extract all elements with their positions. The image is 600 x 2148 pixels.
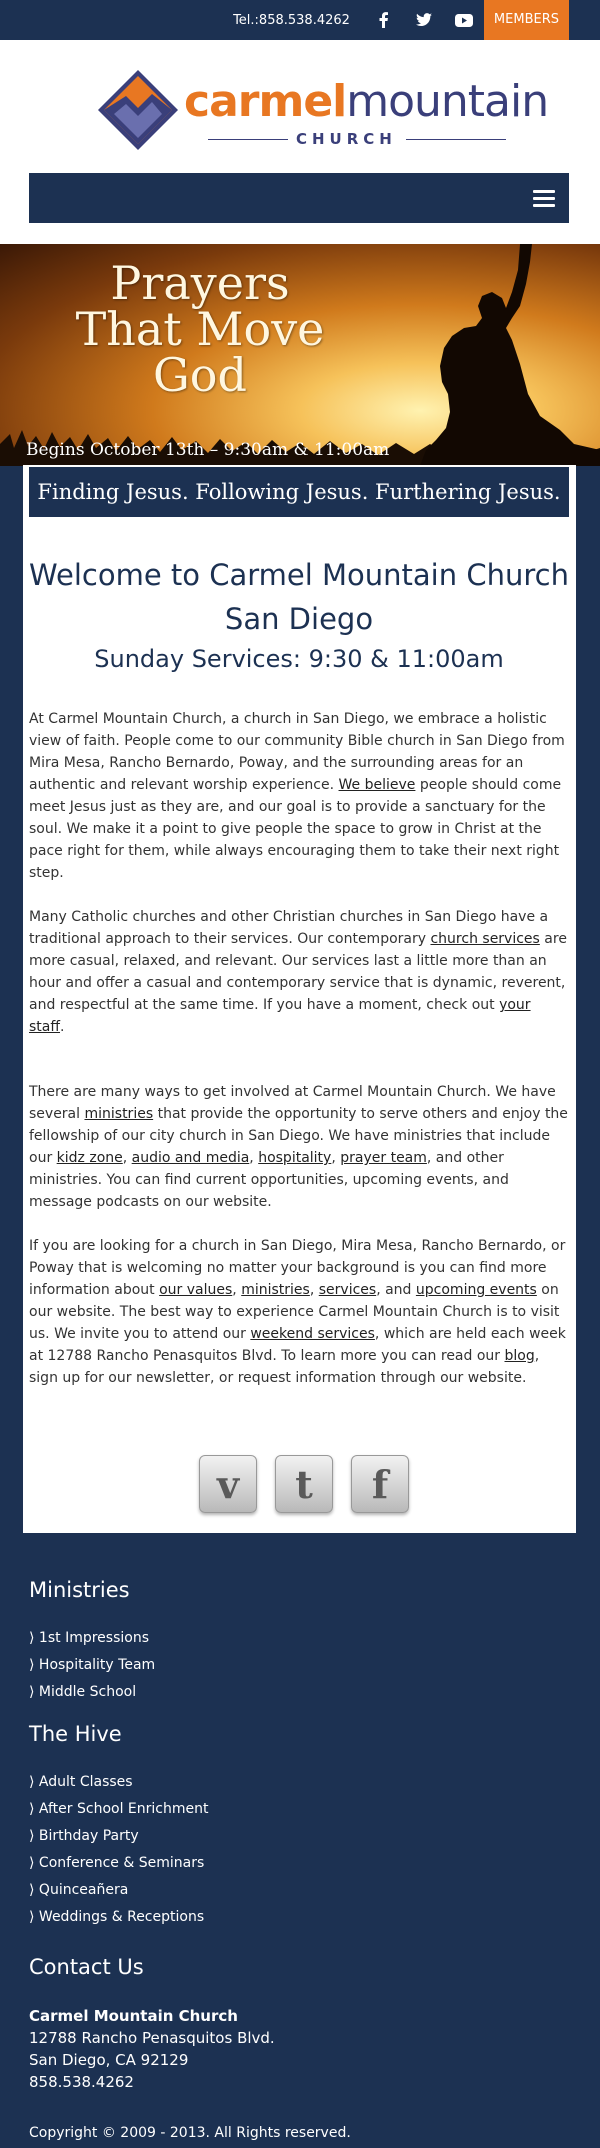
logo-rule-left (208, 139, 288, 140)
hero-title-line1: Prayers (110, 256, 290, 310)
service-times: Sunday Services: 9:30 & 11:00am (94, 645, 504, 673)
contact-name: Carmel Mountain Church (29, 2007, 238, 2025)
contact-phone[interactable]: 858.538.4262 (29, 2073, 134, 2091)
site-logo[interactable] (96, 68, 549, 152)
footer-ministries-heading: Ministries (29, 1578, 130, 1602)
weekend-services-link[interactable]: weekend services (250, 1326, 375, 1342)
hero-title-line3: God (153, 348, 247, 402)
text: After School Enrichment (38, 1801, 209, 1817)
contact-address-line2: San Diego, CA 92129 (29, 2051, 189, 2069)
text: . (60, 1019, 65, 1035)
text: Weddings & Receptions (38, 1909, 205, 1925)
footer-link-after-school[interactable]: ⟩ After School Enrichment (29, 1801, 209, 1817)
logo-word-mountain: mountain (346, 76, 549, 127)
text: , (309, 1282, 319, 1298)
vimeo-icon[interactable]: v (199, 1455, 257, 1513)
logo-word-carmel: carmel (184, 76, 347, 127)
phone-number[interactable]: Tel.:858.538.4262 (233, 12, 350, 28)
hospitality-link[interactable]: hospitality (258, 1150, 332, 1166)
site-header (0, 40, 600, 244)
text: Hospitality Team (38, 1657, 156, 1673)
ministries-link[interactable]: ministries (84, 1106, 154, 1122)
text: Middle School (38, 1684, 137, 1700)
tagline-banner: Finding Jesus. Following Jesus. Furthering Jesus. (29, 467, 569, 517)
text: , (122, 1150, 132, 1166)
members-button[interactable]: MEMBERS (484, 0, 569, 40)
upcoming-events-link[interactable]: upcoming events (415, 1282, 537, 1298)
ministries-link-2[interactable]: ministries (241, 1282, 310, 1298)
church-services-link[interactable]: church services (430, 931, 540, 947)
we-believe-link[interactable]: We believe (338, 777, 416, 793)
logo-rule-right (406, 139, 506, 140)
text: If you are looking for a church in San Diego, Mira Mesa, Rancho Bernardo, or Poway that is welcoming no matter your background is you can find more information about (29, 1238, 566, 1298)
text: , which are held each week at 12788 Rancho Penasquitos Blvd. To learn more you can read our (29, 1326, 566, 1364)
text: that provide the opportunity to serve others and enjoy the fellowship of our city church in San Diego. We have ministries that include our (29, 1106, 568, 1166)
logo-wordmark (184, 76, 548, 127)
text: Many Catholic churches and other Christian churches in San Diego have a traditional approach to their services. Our contemporary (29, 909, 549, 947)
text: At Carmel Mountain Church, a church in San Diego, we embrace a holistic view of faith. People come to our community Bible church in San Diego from Mira Mesa, Rancho Bernardo, Poway, and the surrounding areas for an authentic and relevant worship experience. (29, 711, 565, 793)
text: , and (376, 1282, 416, 1298)
text: , (249, 1150, 259, 1166)
services-link[interactable]: services (318, 1282, 377, 1298)
footer-link-quinceanera[interactable]: ⟩ Quinceañera (29, 1882, 129, 1898)
text: Quinceañera (38, 1882, 129, 1898)
visit-paragraph (29, 1235, 569, 1389)
twitter-icon[interactable]: t (275, 1455, 333, 1513)
kidz-zone-link[interactable]: kidz zone (56, 1150, 123, 1166)
text: , and other ministries. You can find current opportunities, upcoming events, and message podcasts on our website. (29, 1150, 509, 1210)
text: There are many ways to get involved at Carmel Mountain Church. We have several (29, 1084, 556, 1122)
blog-link[interactable]: blog (504, 1348, 535, 1364)
ministries-paragraph (29, 1081, 569, 1213)
footer-link-hospitality-team[interactable]: ⟩ Hospitality Team (29, 1657, 156, 1673)
hero-date-caption: Begins October 13th – 9:30am & 11:00am (26, 440, 390, 460)
footer-link-birthday-party[interactable]: ⟩ Birthday Party (29, 1828, 139, 1844)
hero-title-line2: That Move (75, 302, 325, 356)
text: , (331, 1150, 341, 1166)
hero-banner[interactable] (0, 244, 600, 466)
our-values-link[interactable]: our values (159, 1282, 233, 1298)
youtube-icon[interactable] (444, 0, 484, 40)
text: , sign up for our newsletter, or request information through our website. (29, 1348, 540, 1386)
contact-address-line1: 12788 Rancho Penasquitos Blvd. (29, 2029, 275, 2047)
text: Conference & Seminars (38, 1855, 205, 1871)
text: Birthday Party (38, 1828, 139, 1844)
footer-link-conference[interactable]: ⟩ Conference & Seminars (29, 1855, 205, 1871)
prayer-team-link[interactable]: prayer team (340, 1150, 427, 1166)
logo-diamond-icon (96, 68, 180, 152)
text: Adult Classes (38, 1774, 133, 1790)
footer-link-weddings[interactable]: ⟩ Weddings & Receptions (29, 1909, 205, 1925)
text: people should come meet Jesus just as they are, and our goal is to provide a sanctuary for the soul. We make it a point to give people the space to grow in Christ at the pace right for them, while always encouraging them to take their next right step. (29, 777, 562, 881)
footer-hive-heading: The Hive (29, 1722, 122, 1746)
text: 1st Impressions (38, 1630, 149, 1646)
logo-word-church: CHURCH (296, 130, 397, 148)
text: are more casual, relaxed, and relevant. Our services last a little more than an hour and offer a casual and contemporary service that is dynamic, reverent, and respectful at the same time. If you have a moment, check out (29, 931, 567, 1013)
main-nav-bar (29, 173, 569, 223)
audio-media-link[interactable]: audio and media (131, 1150, 250, 1166)
facebook-icon[interactable]: f (351, 1455, 409, 1513)
footer-link-middle-school[interactable]: ⟩ Middle School (29, 1684, 137, 1700)
text: on our website. The best way to experience Carmel Mountain Church is to visit us. We invite you to attend our (29, 1282, 560, 1342)
page-title: Welcome to Carmel Mountain Church San Diego (29, 558, 569, 636)
menu-icon[interactable] (533, 190, 555, 211)
copyright: Copyright © 2009 - 2013. All Rights reserved. (29, 2125, 351, 2141)
services-paragraph (29, 906, 569, 1038)
your-staff-link[interactable]: your staff (29, 997, 531, 1035)
intro-paragraph (29, 708, 569, 884)
footer-link-1st-impressions[interactable]: ⟩ 1st Impressions (29, 1630, 149, 1646)
footer-link-adult-classes[interactable]: ⟩ Adult Classes (29, 1774, 133, 1790)
facebook-icon[interactable] (364, 0, 404, 40)
twitter-icon[interactable] (404, 0, 444, 40)
text: , (232, 1282, 242, 1298)
footer-contact-heading: Contact Us (29, 1955, 144, 1979)
top-bar (0, 0, 600, 40)
